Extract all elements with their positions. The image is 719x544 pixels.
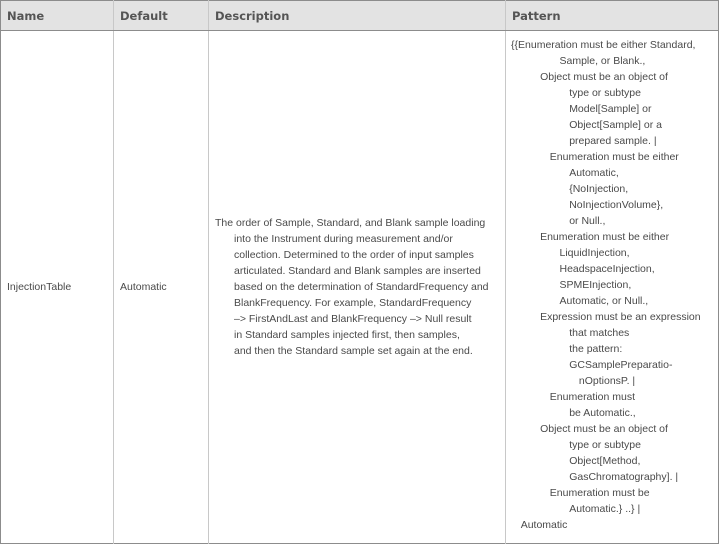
table-row xyxy=(1,31,719,544)
pattern-line: Automatic.} ..} | xyxy=(569,503,641,515)
description-line: collection. Determined to the order of input samples xyxy=(234,249,474,261)
description-line: BlankFrequency. For example, StandardFrequency xyxy=(234,297,472,309)
header-description: Description xyxy=(209,1,506,31)
pattern-line: Model[Sample] or xyxy=(569,103,652,115)
pattern-line: prepared sample. | xyxy=(569,135,657,147)
description-text xyxy=(215,215,499,359)
pattern-line: Automatic xyxy=(520,519,568,531)
pattern-line: Automatic, or Null., xyxy=(559,295,649,307)
pattern-line: type or subtype xyxy=(569,439,641,451)
description-line: based on the determination of StandardFrequency and xyxy=(234,281,489,293)
pattern-line: {NoInjection, xyxy=(569,183,629,195)
pattern-line: Object[Method, xyxy=(569,455,641,467)
description-cell xyxy=(209,31,506,544)
header-default: Default xyxy=(114,1,209,31)
pattern-line: GCSamplePreparatio- xyxy=(569,359,673,371)
pattern-line: GasChromatography]. | xyxy=(569,471,679,483)
header-pattern: Pattern xyxy=(506,1,719,31)
pattern-line: Enumeration must be xyxy=(549,487,650,499)
pattern-line: Enumeration must be either xyxy=(540,231,670,243)
pattern-line: Object must be an object of xyxy=(540,71,668,83)
pattern-line: Object must be an object of xyxy=(540,423,668,435)
pattern-line: Sample, or Blank., xyxy=(559,55,646,67)
pattern-line: Enumeration must be either xyxy=(549,151,679,163)
pattern-line: or Null., xyxy=(569,215,606,227)
pattern-line: Object[Sample] or a xyxy=(569,119,662,131)
pattern-line: Expression must be an expression xyxy=(540,311,701,323)
pattern-line: type or subtype xyxy=(569,87,641,99)
pattern-line: {{Enumeration must be either Standard, xyxy=(511,39,696,51)
description-line: into the Instrument during measurement and/or xyxy=(234,233,453,245)
pattern-line: HeadspaceInjection, xyxy=(559,263,655,275)
header-name: Name xyxy=(1,1,114,31)
pattern-line: the pattern: xyxy=(569,343,623,355)
pattern-line: nOptionsP. | xyxy=(578,375,636,387)
pattern-line: Automatic, xyxy=(569,167,619,179)
pattern-line: that matches xyxy=(569,327,630,339)
name-cell: InjectionTable xyxy=(1,31,114,544)
description-line: The order of Sample, Standard, and Blank sample loading xyxy=(215,217,486,229)
pattern-line: NoInjectionVolume}, xyxy=(569,199,664,211)
pattern-line: LiquidInjection, xyxy=(559,247,630,259)
pattern-text xyxy=(511,37,712,533)
pattern-line: Enumeration must xyxy=(549,391,636,403)
default-cell: Automatic xyxy=(114,31,209,544)
pattern-line: be Automatic., xyxy=(569,407,636,419)
description-line: in Standard samples injected first, then samples, xyxy=(234,329,460,341)
pattern-line: SPMEInjection, xyxy=(559,279,632,291)
header-row xyxy=(1,1,719,31)
description-line: articulated. Standard and Blank samples are inserted xyxy=(234,265,481,277)
pattern-cell xyxy=(506,31,719,544)
description-line: –> FirstAndLast and BlankFrequency –> Null result xyxy=(234,313,472,325)
description-line: and then the Standard sample set again at the end. xyxy=(234,345,473,357)
